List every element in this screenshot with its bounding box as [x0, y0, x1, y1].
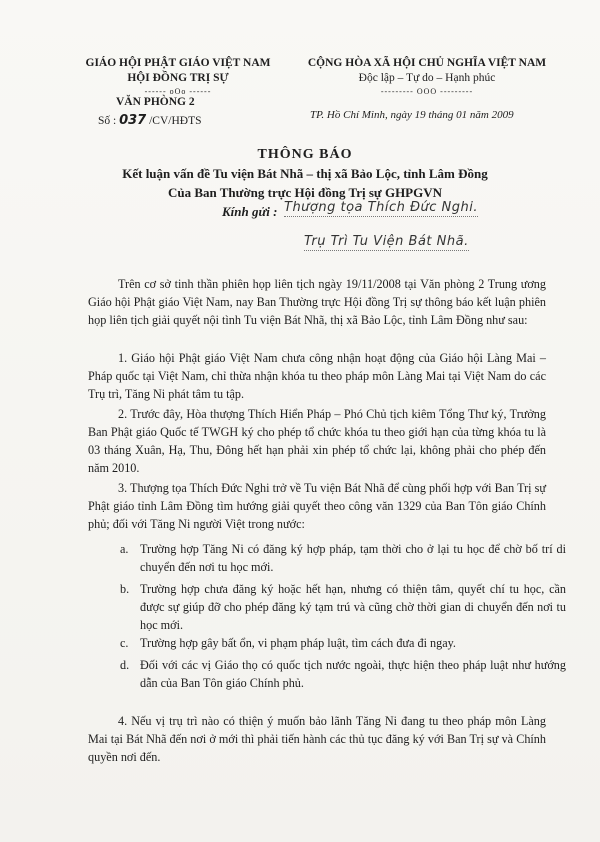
org-separator: ------ oOo ------: [144, 87, 212, 96]
item-b-text: Trường hợp chưa đăng ký hoặc hết hạn, nhưng có thiện tâm, quyết chí tu học, cần được sự giúp đỡ cho phép đăng ký tạm trú và cũng chờ thời gian di chuyển đến nơi tu học mới.: [140, 582, 566, 632]
item-b: [120, 580, 566, 634]
nation-name: CỘNG HÒA XÃ HỘI CHỦ NGHĨA VIỆT NAM: [307, 57, 547, 69]
nation-motto: Độc lập – Tự do – Hạnh phúc: [358, 72, 496, 84]
office-name: VĂN PHÒNG 2: [116, 96, 195, 108]
recipient-handwritten-1: Thượng tọa Thích Đức Nghi.: [284, 200, 479, 215]
item-a-label: a.: [120, 542, 129, 556]
title-issuer: Của Ban Thường trực Hội đồng Trị sự GHPGVN: [167, 185, 443, 200]
org-council: HỘI ĐỒNG TRỊ SỰ: [127, 72, 229, 84]
item-c: [120, 634, 566, 652]
item-a-text: Trường hợp Tăng Ni có đăng ký hợp pháp, tạm thời cho ở lại tu học để chờ bố trí di chuyển đến nơi tu học mới.: [140, 542, 566, 574]
document-date: TP. Hồ Chí Minh, ngày 19 tháng 01 năm 2009: [310, 109, 514, 121]
item-d: [120, 656, 566, 692]
org-name: GIÁO HỘI PHẬT GIÁO VIỆT NAM: [85, 57, 271, 69]
document-number: [98, 113, 202, 128]
recipient-label: Kính gửi :: [222, 204, 278, 219]
national-header: [282, 56, 572, 97]
recipient-handwritten-2: Trụ Trì Tu Viện Bát Nhã.: [304, 234, 469, 249]
org-header: [78, 56, 278, 97]
item-d-label: d.: [120, 658, 130, 672]
paragraph-2: 2. Trước đây, Hòa thượng Thích Hiển Pháp – Phó Chủ tịch kiêm Tổng Thư ký, Trưởng Ban Phật giáo Quốc tế TWGH ký cho phép tổ chức khóa tu theo giới hạn của từng khóa tu là 03 tháng Xuân, Hạ, Thu, Đông hết hạn phải xin phép tổ chức lại, không phải cho phép đến năm 2010.: [88, 407, 546, 475]
title-main: THÔNG BÁO: [257, 147, 353, 162]
item-d-text: Đối với các vị Giáo thọ có quốc tịch nước ngoài, thực hiện theo pháp luật như hướng dẫn của Ban Tôn giáo Chính phủ.: [140, 658, 566, 690]
nation-separator: --------- OOO ---------: [380, 87, 474, 96]
paragraph-4: 4. Nếu vị trụ trì nào có thiện ý muốn bảo lãnh Tăng Ni đang tu theo pháp môn Làng Mai tại Bát Nhã đến nơi ở mới thì phải tiến hành các thủ tục đăng ký với Ban Trị sự và Chính quyền nơi đến.: [88, 714, 546, 764]
title-subject: Kết luận vấn đề Tu viện Bát Nhã – thị xã Bảo Lộc, tỉnh Lâm Đồng: [122, 166, 488, 181]
item-b-label: b.: [120, 582, 130, 596]
number-suffix: /CV/HĐTS: [149, 115, 202, 127]
item-c-text: Trường hợp gây bất ổn, vi phạm pháp luật, tìm cách đưa đi ngay.: [140, 636, 456, 650]
paragraph-3: 3. Thượng tọa Thích Đức Nghi trở về Tu viện Bát Nhã để cùng phối hợp với Ban Trị sự Phật giáo tỉnh Lâm Đồng tìm hướng giải quyết theo công văn 1329 của Ban Tôn giáo Chính phủ; đối với Tăng Ni người Việt trong nước:: [88, 481, 546, 531]
number-prefix: Số :: [98, 115, 117, 127]
number-handwritten: 037: [119, 113, 147, 128]
intro-paragraph: Trên cơ sở tinh thần phiên họp liên tịch ngày 19/11/2008 tại Văn phòng 2 Trung ương Giáo hội Phật giáo Việt Nam, nay Ban Thường trực Hội đồng Trị sự thông báo kết luận phiên họp liên tịch giải quyết nội tình Tu viện Bát Nhã, thị xã Bảo Lộc, tỉnh Lâm Đồng như sau:: [88, 277, 546, 327]
item-c-label: c.: [120, 636, 129, 650]
item-a: [120, 540, 566, 576]
document-title: [60, 146, 550, 202]
paragraph-1: 1. Giáo hội Phật giáo Việt Nam chưa công nhận hoạt động của Giáo hội Làng Mai – Pháp quốc tại Việt Nam, chỉ thừa nhận khóa tu theo pháp môn Làng Mai tại Việt Nam do các Trụ trì, Tăng Ni phát tâm tu tập.: [88, 351, 546, 401]
